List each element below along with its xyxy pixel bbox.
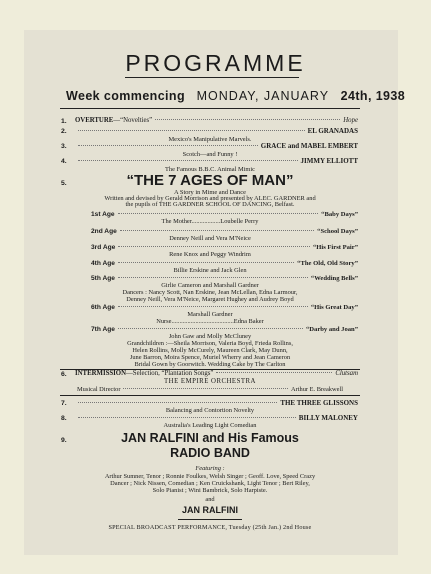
- week-date: 24th, 1938: [340, 89, 406, 103]
- leader-dots: [120, 230, 314, 231]
- age-label: 3rd Age: [91, 244, 116, 251]
- leader-dots: [155, 119, 340, 120]
- leader-dots: [78, 417, 296, 418]
- item-el-granadas: [75, 127, 358, 135]
- leader-dots: [78, 160, 298, 161]
- and-label: and: [205, 496, 215, 503]
- orchestra-name: THE EMPIRE ORCHESTRA: [164, 378, 256, 385]
- item-number: 2.: [61, 128, 67, 135]
- age-row: [91, 260, 358, 267]
- header-rule: [60, 108, 360, 109]
- item-number: 7.: [61, 400, 67, 407]
- age-label: 7th Age: [91, 326, 115, 333]
- item-overture: [75, 117, 358, 124]
- age-title: “The Old, Old Story”: [297, 260, 358, 267]
- age-cast: Marshall Gardner: [187, 311, 233, 318]
- page-title: PROGRAMME: [125, 50, 306, 76]
- age-cast: The Mother..................Loubelle Perry: [161, 218, 259, 225]
- act-description: Balancing and Contortion Novelty: [165, 407, 255, 414]
- act-name: GRACE and MABEL EMBERT: [260, 142, 358, 150]
- item-detail: —“Novelties”: [113, 117, 153, 124]
- section-rule: [60, 395, 360, 396]
- leader-dots: [123, 388, 288, 389]
- age-cast: June Barron, Moira Spence, Muriel Wherry and Jean Cameron: [129, 354, 291, 361]
- featuring-label: Featuring :: [195, 465, 225, 472]
- headliner-line2: RADIO BAND: [170, 446, 250, 460]
- leader-dots: [118, 277, 308, 278]
- item-elliott: [75, 157, 358, 165]
- act-name: EL GRANADAS: [307, 127, 358, 135]
- item-number: 4.: [61, 158, 67, 165]
- age-row: [91, 304, 358, 311]
- age-cast: Dancers : Nancy Scott, Nan Erskine, Jean McLellan, Edna Larmour,: [122, 289, 298, 296]
- age-title: “Wedding Bells”: [310, 275, 358, 282]
- age-title: “His First Pair”: [312, 244, 358, 251]
- item-number: 9.: [61, 437, 67, 444]
- leader-dots: [118, 262, 294, 263]
- age-title: “His Great Day”: [310, 304, 358, 311]
- leader-dots: [78, 145, 258, 146]
- age-cast: Girlie Cameron and Marshall Gardner: [161, 282, 259, 289]
- leader-dots: [118, 246, 310, 247]
- featuring-list: Arthur Sumner, Tenor ; Ronnie Foulkes, Welsh Singer ; Geoff. Love, Speed Crazy: [104, 473, 316, 480]
- age-cast: Rene Knox and Peggy Windrim: [169, 251, 251, 258]
- age-label: 5th Age: [91, 275, 115, 282]
- age-cast: Denney Neill and Vera M'Neice: [169, 235, 251, 242]
- item-label: INTERMISSION: [75, 370, 126, 377]
- item-composer: Clutsam: [335, 370, 358, 377]
- leader-dots: [118, 328, 303, 329]
- age-cast: Grandchildren :—Sheila Morrison, Valeria Boyd, Frieda Rollins,: [127, 340, 293, 347]
- footer-note: SPECIAL BROADCAST PERFORMANCE, Tuesday (25th Jan.) 2nd House: [108, 524, 312, 531]
- age-label: 1st Age: [91, 211, 115, 218]
- act-name: JIMMY ELLIOTT: [300, 157, 358, 165]
- headliner-name: JAN RALFINI: [182, 505, 238, 515]
- age-title: “School Days”: [317, 228, 358, 235]
- item-maloney: [75, 414, 358, 422]
- act-name: THE THREE GLISSONS: [280, 399, 358, 407]
- week-line: [66, 89, 405, 103]
- age-row: [91, 228, 358, 235]
- age-cast: Bridal Gown by Goorwitch. Wedding Cake by The Carlton: [134, 361, 286, 368]
- age-row: [91, 211, 358, 218]
- feature-subtitle: A Story in Mime and Dance: [174, 189, 246, 196]
- act-description: Australia's Leading Light Comedian: [163, 422, 257, 429]
- item-intermission: [75, 370, 358, 377]
- md-name: Arthur E. Breakwell: [291, 386, 343, 393]
- item-detail: —Selection, “Plantation Songs”: [126, 370, 214, 377]
- act-name: BILLY MALONEY: [298, 414, 358, 422]
- headliner-line1: JAN RALFINI and His Famous: [121, 431, 299, 445]
- item-composer: Hope: [343, 117, 358, 124]
- title-underline: [125, 77, 299, 78]
- md-label: Musical Director: [77, 386, 121, 393]
- leader-dots: [78, 402, 277, 403]
- leader-dots: [118, 306, 308, 307]
- item-label: OVERTURE: [75, 117, 114, 124]
- featuring-list: Solo Pianist ; Wini Bambrick, Solo Harpiste.: [152, 487, 268, 494]
- featuring-list: Dancer ; Nick Nissen, Comedian ; Ken Cruickshank, Light Tenor ; Bert Riley,: [110, 480, 310, 487]
- feature-title: “THE 7 AGES OF MAN”: [126, 172, 294, 189]
- age-label: 4th Age: [91, 260, 115, 267]
- age-cast: Helen Rollins, Molly McCurely, Maureen Clark, May Dunn,: [132, 347, 288, 354]
- item-embert: [75, 142, 358, 150]
- age-cast: Nurse.......................................Edna Baker: [156, 318, 264, 325]
- act-description: Scotch—and Funny !: [182, 151, 238, 158]
- leader-dots: [118, 213, 319, 214]
- short-rule: [178, 519, 242, 520]
- act-description: Mexico's Manipulative Marvels.: [168, 136, 252, 143]
- age-row: [91, 244, 358, 251]
- age-row: [91, 275, 358, 282]
- item-number: 3.: [61, 143, 67, 150]
- feature-credits: the pupils of THE GARDNER SCHOOL OF DANCING, Belfast.: [125, 201, 295, 208]
- item-number: 8.: [61, 415, 67, 422]
- musical-director-row: [77, 386, 343, 393]
- age-title: “Baby Days”: [321, 211, 358, 218]
- age-label: 6th Age: [91, 304, 115, 311]
- item-number: 6.: [61, 371, 67, 378]
- item-number: 1.: [61, 118, 67, 125]
- item-glissons: [75, 399, 358, 407]
- age-label: 2nd Age: [91, 228, 117, 235]
- item-number: 5.: [61, 180, 67, 187]
- week-label: Week commencing: [66, 89, 186, 103]
- age-cast: Billie Erskine and Jack Glen: [173, 267, 247, 274]
- act-description: The Famous B.B.C. Animal Mimic: [164, 166, 255, 173]
- age-cast: John Gaw and Molly McCluney: [168, 333, 252, 340]
- age-cast: Denney Neill, Vera M'Neice, Margaret Hughey and Audrey Boyd: [126, 296, 294, 303]
- age-row: [91, 326, 358, 333]
- leader-dots: [216, 372, 332, 373]
- week-day: MONDAY, JANUARY: [196, 89, 330, 103]
- age-title: “Darby and Joan”: [305, 326, 358, 333]
- leader-dots: [78, 130, 305, 131]
- feature-credits: Written and devised by Gerald Morrison and presented by ALEC. GARDNER and: [104, 195, 316, 202]
